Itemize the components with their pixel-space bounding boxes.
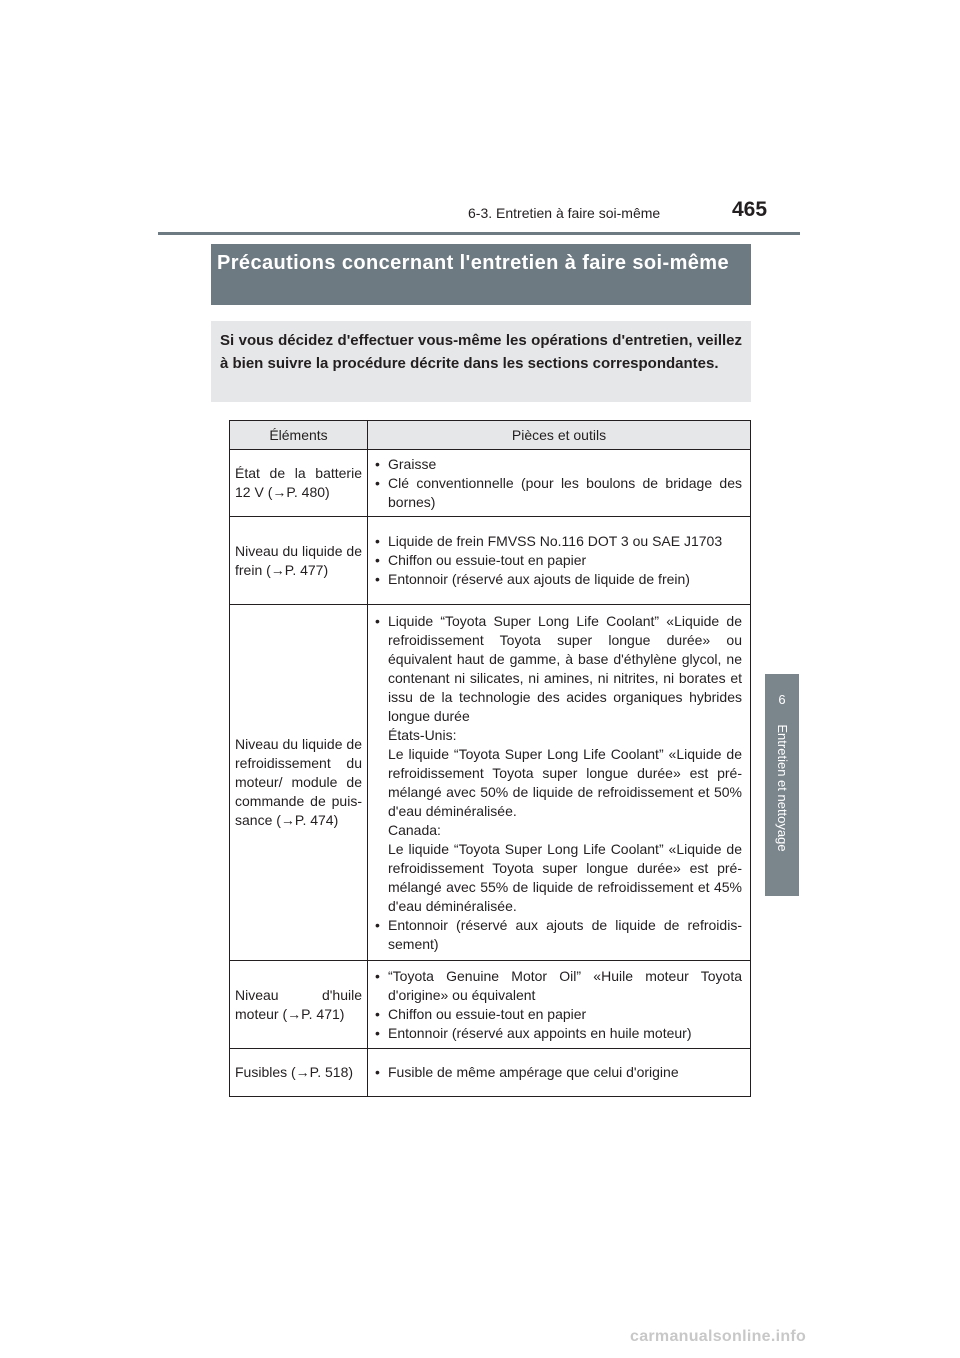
- table-row: [230, 517, 751, 605]
- section-header: 6-3. Entretien à faire soi-même: [468, 205, 661, 221]
- column-header-elements: Éléments: [230, 421, 368, 450]
- table-row: [230, 605, 751, 961]
- parts-cell: [368, 1049, 751, 1097]
- region-label-canada: Canada:: [388, 821, 441, 838]
- region-text-canada: Le liquide “Toyota Super Long Life Coolant” «Liquide de refroidissement Toyota super longue durée» est pré-mélangé avec 55% de liquide de refroidissement et 45% d'eau déminéralisée.: [388, 840, 742, 914]
- element-cell: Fusibles (→P. 518): [230, 1049, 368, 1097]
- list-item: • Fusible de même ampérage que celui d'origine: [374, 1063, 742, 1082]
- parts-cell: [368, 517, 751, 605]
- chapter-number: 6: [778, 692, 786, 707]
- intro-note: Si vous décidez d'effectuer vous-même les opérations d'entretien, veillez à bien suivre la procédure décrite dans les sections correspondantes.: [211, 321, 751, 402]
- watermark: carmanualsonline.info: [630, 1328, 807, 1345]
- parts-cell: [368, 605, 751, 961]
- header-rule: [158, 232, 800, 235]
- list-item: • Clé conventionnelle (pour les boulons de bridage des bornes): [374, 474, 742, 512]
- parts-table: [229, 420, 751, 1097]
- list-item: [374, 612, 742, 916]
- coolant-description: • Liquide “Toyota Super Long Life Coolant” «Liquide de refroidissement Toyota super longue durée» ou équivalent haut de gamme, à base d'éthylène glycol, ne contenant ni silicates, ni amines, ni nitrites, ni borates et issu de la technologie des acides organiques hybrides longue durée: [388, 612, 742, 724]
- element-cell: Niveau du liquide de refroidissement du moteur/ module de commande de puissance (→P. 474): [230, 605, 368, 961]
- list-item: • Entonnoir (réservé aux appoints en huile moteur): [374, 1024, 742, 1043]
- list-item: • Graisse: [374, 455, 742, 474]
- table-row: [230, 961, 751, 1049]
- list-item: • Entonnoir (réservé aux ajouts de liquide de refroidissement): [374, 916, 742, 954]
- region-label-usa: États-Unis:: [388, 726, 457, 743]
- chapter-label: Entretien et nettoyage: [775, 724, 790, 852]
- table-header-row: [230, 421, 751, 450]
- parts-cell: [368, 450, 751, 517]
- list-item: • “Toyota Genuine Motor Oil” «Huile moteur Toyota d'origine» ou équivalent: [374, 967, 742, 1005]
- element-cell: État de la batterie 12 V (→P. 480): [230, 450, 368, 517]
- page-number: 465: [732, 198, 768, 221]
- column-header-parts: Pièces et outils: [368, 421, 751, 450]
- region-text-usa: Le liquide “Toyota Super Long Life Coolant” «Liquide de refroidissement Toyota super longue durée» est pré-mélangé avec 50% de liquide de refroidissement et 50% d'eau déminéralisée.: [388, 745, 742, 819]
- element-cell: Niveau d'huile moteur (→P. 471): [230, 961, 368, 1049]
- list-item: • Liquide de frein FMVSS No.116 DOT 3 ou SAE J1703: [374, 532, 742, 551]
- list-item: • Chiffon ou essuie-tout en papier: [374, 551, 742, 570]
- list-item: • Chiffon ou essuie-tout en papier: [374, 1005, 742, 1024]
- parts-cell: [368, 961, 751, 1049]
- element-cell: Niveau du liquide de frein (→P. 477): [230, 517, 368, 605]
- table-row: [230, 1049, 751, 1097]
- section-title: Précautions concernant l'entretien à faire soi-même: [211, 244, 751, 305]
- table-row: [230, 450, 751, 517]
- list-item: • Entonnoir (réservé aux ajouts de liquide de frein): [374, 570, 742, 589]
